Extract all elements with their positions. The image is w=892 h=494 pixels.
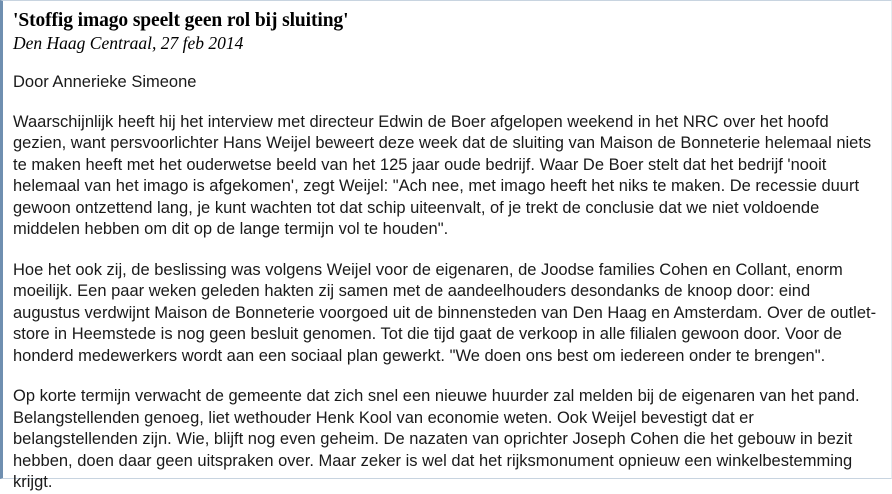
- article-paragraph: Waarschijnlijk heeft hij het interview met directeur Edwin de Boer afgelopen weekend in het NRC over het hoofd gezien, want persvoorlichter Hans Weijel beweert deze week dat de sluiting van Maison de Bonneterie helemaal niets te maken heeft met het ouderwetse beeld van het 125 jaar oude bedrijf. Waar De Boer stelt dat het bedrijf 'nooit helemaal van het imago is afgekomen', zegt Weijel: "Ach nee, met imago heeft het niks te maken. De recessie duurt gewoon ontzettend lang, je kunt wachten tot dat schip uiteenvalt, of je trekt de conclusie dat we niet voldoende middelen hebben om dit op de lange termijn vol te houden".: [13, 112, 872, 239]
- article-byline: Door Annerieke Simeone: [13, 73, 197, 91]
- article-source: Den Haag Centraal, 27 feb 2014: [13, 33, 244, 53]
- article-paragraph: Hoe het ook zij, de beslissing was volgens Weijel voor de eigenaren, de Joodse families Cohen en Collant, enorm moeilijk. Een paar weken geleden hakten zij samen met de aandeelhouders desondanks de knoop door: eind augustus verdwijnt Maison de Bonneterie voorgoed uit de binnensteden van Den Haag en Amsterdam. Over de outlet-store in Heemstede is nog geen besluit genomen. Tot die tijd gaat de verkoop in alle filialen gewoon door. Voor de honderd medewerkers wordt aan een sociaal plan gewerkt. "We doen ons best om iedereen onder te brengen".: [13, 260, 877, 365]
- page-title: 'Stoffig imago speelt geen rol bij sluiting': [13, 10, 349, 31]
- article-paragraph: Op korte termijn verwacht de gemeente dat zich snel een nieuwe huurder zal melden bij de eigenaren van het pand. Belangstellenden genoeg, liet wethouder Henk Kool van economie weten. Ook Weijel bevestigt dat er belangstellenden zijn. Wie, blijft nog even geheim. De nazaten van oprichter Joseph Cohen die het gebouw in bezit hebben, doen daar geen uitspraken over. Maar zeker is wel dat het rijksmonument opnieuw een winkelbestemming krijgt.: [13, 387, 860, 492]
